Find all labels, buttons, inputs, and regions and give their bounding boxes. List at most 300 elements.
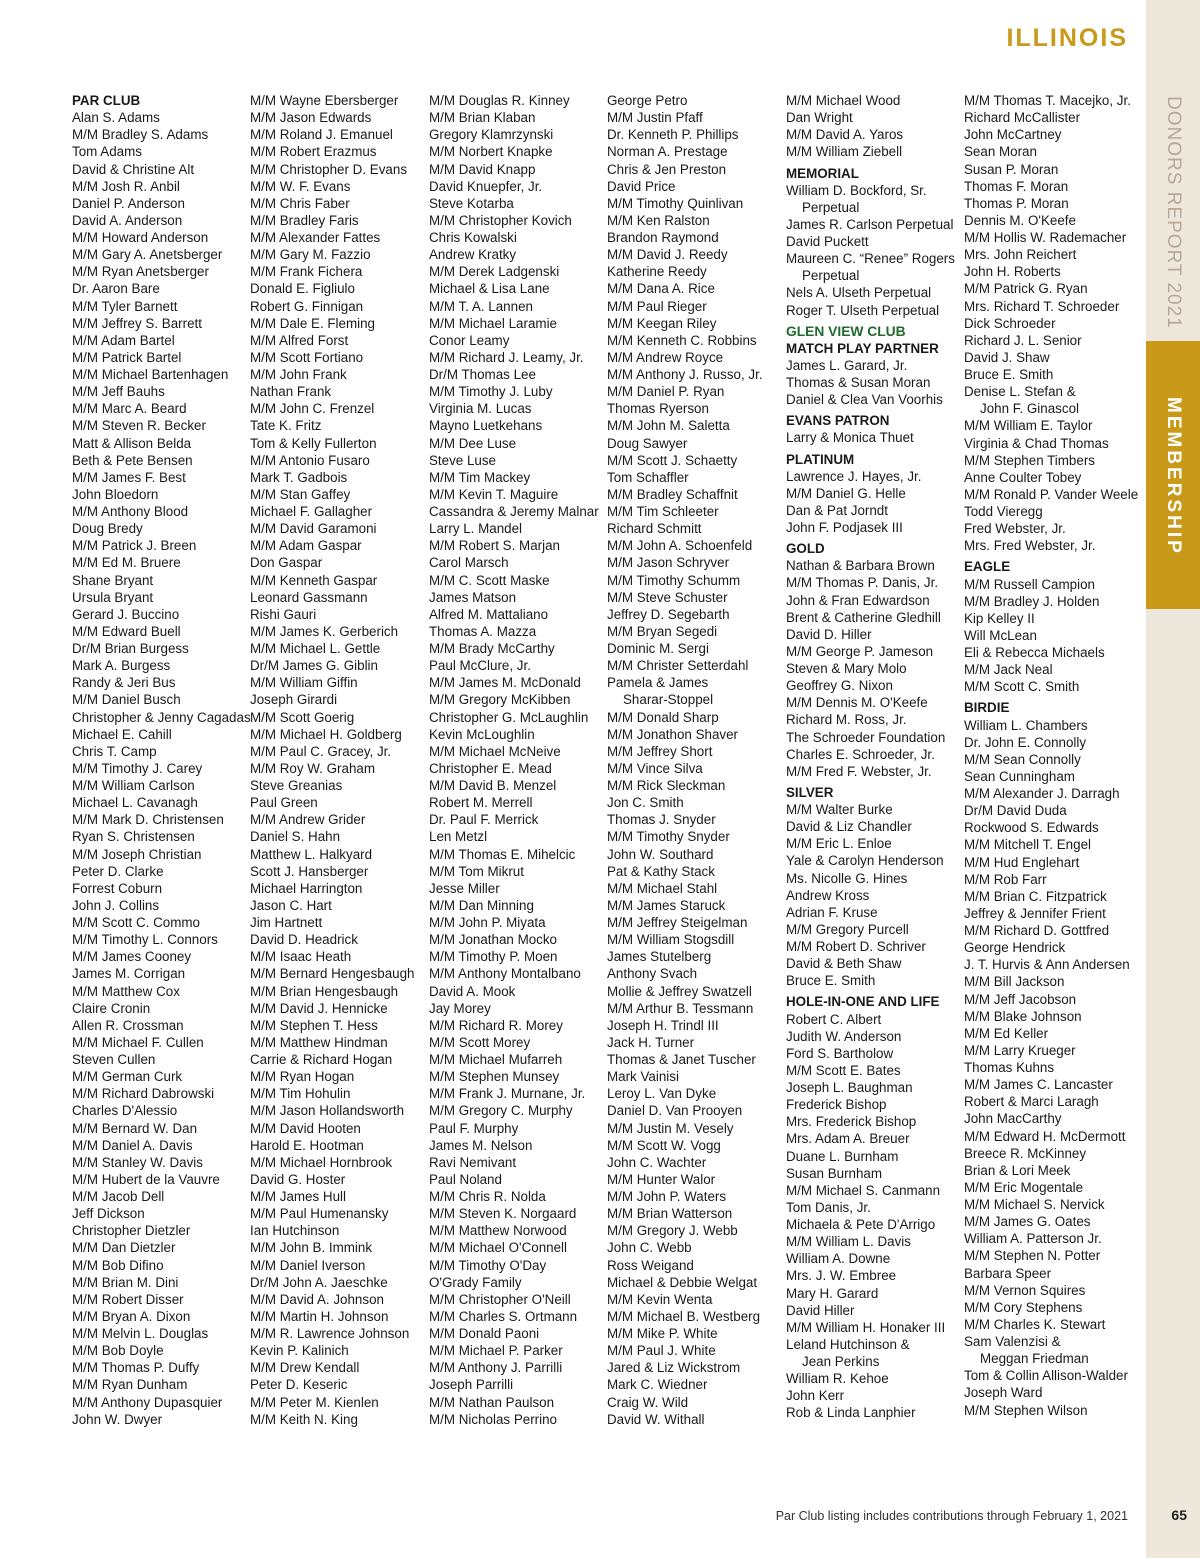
donor-name: M/M Jonathon Shaver [607, 726, 738, 742]
donor-name: Forrest Coburn [72, 880, 163, 896]
donor-name: Frederick Bishop [786, 1097, 887, 1113]
donor-name: M/M George P. Jameson [786, 643, 934, 659]
donor-name: Peter D. Clarke [72, 863, 164, 879]
donor-name: M/M Stephen Wilson [964, 1402, 1088, 1418]
donor-name: M/M Steven R. Becker [72, 418, 206, 434]
donor-name: M/M David A. Johnson [250, 1291, 384, 1307]
donor-name: M/M James K. Gerberich [250, 623, 399, 639]
donor-name: M/M Daniel A. Davis [72, 1137, 193, 1153]
donor-name: M/M Timothy Snyder [607, 829, 730, 845]
donor-name: M/M John Frank [250, 367, 347, 382]
donor-name: Charles E. Schroeder, Jr. [786, 746, 935, 762]
donor-name: Mrs. Adam A. Breuer [786, 1131, 910, 1147]
donor-name: Richard McCallister [964, 110, 1081, 126]
donor-name: Thomas J. Snyder [607, 812, 716, 828]
donor-name: Barbara Speer [964, 1265, 1052, 1281]
donor-name: Don Gaspar [250, 555, 323, 571]
donor-name: M/M Wayne Ebersberger [250, 93, 399, 108]
report-label [1146, 96, 1200, 340]
donor-name: M/M C. Scott Maske [429, 572, 550, 588]
donor-name: William A. Patterson Jr. [964, 1231, 1102, 1247]
donor-column-1 [72, 92, 251, 1428]
donor-name: M/M James Hull [250, 1189, 346, 1204]
donor-name: M/M Jack Neal [964, 662, 1053, 678]
donor-name: Richard M. Ross, Jr. [786, 712, 907, 728]
donor-name: M/M Jeffrey Short [607, 743, 713, 759]
donor-name: M/M Ryan Dunham [72, 1377, 188, 1393]
donor-name: Chris T. Camp [72, 743, 157, 759]
donor-name: Joseph Ward [964, 1385, 1043, 1401]
donor-name: David D. Headrick [250, 932, 358, 948]
donor-name: M/M Rob Farr [964, 871, 1047, 887]
donor-column-4 [607, 92, 779, 1428]
donor-level-heading: MATCH PLAY PARTNER [786, 340, 939, 356]
donor-name: Robert M. Merrell [429, 795, 533, 811]
donor-name: Conor Leamy [429, 332, 510, 348]
donor-name: Susan Burnham [786, 1165, 883, 1181]
donor-name: Sean Moran [964, 144, 1037, 160]
donor-name: M/M Andrew Grider [250, 812, 366, 828]
donor-name: M/M Dan Dietzler [72, 1240, 176, 1256]
donor-name-continued: Perpetual [802, 268, 860, 284]
donor-name: M/M Hunter Walor [607, 1171, 716, 1187]
donor-name: Peter D. Keseric [250, 1377, 348, 1393]
donor-name: Tate K. Fritz [250, 418, 322, 434]
donor-name: M/M Joseph Christian [72, 846, 202, 862]
donor-name: M/M Douglas R. Kinney [429, 93, 570, 108]
donor-name: M/M William Stogsdill [607, 932, 735, 948]
donor-name: Rishi Gauri [250, 606, 317, 622]
donor-name: Fred Webster, Jr. [964, 521, 1066, 537]
donor-name: Jon C. Smith [607, 795, 684, 811]
donor-name: Dr/M James G. Giblin [250, 658, 378, 674]
donor-name: M/M Bernard Hengesbaugh [250, 966, 415, 982]
donor-name: M/M John P. Miyata [429, 915, 546, 930]
donor-name: Claire Cronin [72, 1000, 151, 1016]
donor-name: M/M Scott Goerig [250, 709, 355, 725]
donor-name: Anne Coulter Tobey [964, 469, 1082, 485]
donor-name: Joseph L. Baughman [786, 1080, 913, 1095]
donor-name: M/M James F. Best [72, 469, 186, 485]
donor-name: M/M Timothy J. Carey [72, 760, 203, 776]
donor-name: M/M Gregory McKibben [429, 692, 571, 708]
donor-name: Richard J. L. Senior [964, 332, 1082, 348]
donor-name: Christopher G. McLaughlin [429, 709, 589, 725]
donor-name: James R. Carlson Perpetual [786, 216, 954, 232]
donor-name: Mark A. Burgess [72, 658, 171, 674]
club-heading: GLEN VIEW CLUB [786, 323, 906, 339]
donor-name: Gerard J. Buccino [72, 606, 180, 622]
donor-name: M/M Gregory Purcell [786, 921, 909, 937]
donor-name: Alan S. Adams [72, 110, 160, 126]
donor-name: Dominic M. Sergi [607, 641, 709, 656]
donor-name: M/M Thomas P. Danis, Jr. [786, 575, 939, 591]
donor-name: Jeff Dickson [72, 1206, 145, 1222]
donor-name: Ross Weigand [607, 1257, 694, 1273]
donor-name: M/M James C. Lancaster [964, 1077, 1113, 1093]
donor-name: James M. Nelson [429, 1137, 533, 1153]
donor-name: Bruce E. Smith [786, 973, 876, 989]
donor-name: M/M Timothy O'Day [429, 1257, 547, 1273]
donor-name: Will McLean [964, 627, 1037, 643]
donor-level-heading: BIRDIE [964, 700, 1010, 716]
donor-name: Steve Luse [429, 452, 496, 468]
donor-name: Christopher Dietzler [72, 1223, 191, 1239]
donor-name: M/M Kenneth C. Robbins [607, 332, 757, 348]
donor-name: M/M Steve Schuster [607, 589, 728, 605]
donor-name: William D. Bockford, Sr. [786, 182, 927, 198]
donor-name: Steven & Mary Molo [786, 661, 907, 676]
donor-name: M/M Keith N. King [250, 1411, 358, 1427]
donor-name: George Hendrick [964, 940, 1066, 956]
donor-name: Cassandra & Jeremy Malnar [429, 504, 599, 519]
donor-name: Paul F. Murphy [429, 1120, 519, 1136]
donor-name: Daniel S. Hahn [250, 829, 341, 845]
donor-level-heading: PLATINUM [786, 451, 855, 467]
donor-name: John H. Roberts [964, 264, 1061, 280]
donor-name: M/M Christer Setterdahl [607, 658, 749, 674]
donor-name: Kevin McLoughlin [429, 726, 535, 742]
donor-name: Jeffrey & Jennifer Frient [964, 905, 1106, 921]
donor-name: Rob & Linda Lanphier [786, 1405, 916, 1421]
donor-name: M/M Rick Sleckman [607, 778, 726, 793]
donor-name: M/M Brian Watterson [607, 1206, 733, 1222]
donor-name: M/M Dan Minning [429, 897, 534, 913]
donor-name: M/M Michael Laramie [429, 315, 557, 331]
donor-name: O'Grady Family [429, 1274, 522, 1290]
donor-name: M/M Michael Hornbrook [250, 1154, 393, 1170]
donor-name: Steven Cullen [72, 1052, 156, 1067]
donor-name: David W. Withall [607, 1411, 705, 1427]
donor-name: Michael & Debbie Welgat [607, 1274, 758, 1290]
donor-name: Robert G. Finnigan [250, 298, 364, 314]
donor-name: Matthew L. Halkyard [250, 846, 373, 862]
donor-name: M/M Donald Paoni [429, 1326, 540, 1341]
donor-name: Michael Harrington [250, 880, 363, 896]
donor-name: Nathan Frank [250, 384, 332, 400]
donor-name: M/M Jeffrey S. Barrett [72, 315, 202, 331]
donor-name: M/M Bradley Faris [250, 212, 359, 228]
donor-name: M/M Bob Difino [72, 1257, 164, 1273]
donor-name: Daniel & Clea Van Voorhis [786, 392, 943, 408]
donor-name: William R. Kehoe [786, 1371, 889, 1387]
donor-name: Ryan S. Christensen [72, 829, 195, 845]
donor-name: M/M Robert D. Schriver [786, 939, 926, 954]
donor-name: M/M James Cooney [72, 949, 192, 965]
donor-name: M/M Charles K. Stewart [964, 1316, 1106, 1332]
donor-name: David Price [607, 178, 676, 194]
donor-name: M/M Bradley S. Adams [72, 127, 209, 143]
donor-name: George Petro [607, 93, 688, 108]
donor-name: M/M Antonio Fusaro [250, 452, 370, 468]
donor-name: Thomas P. Moran [964, 195, 1069, 211]
donor-name: M/M Scott C. Smith [964, 679, 1080, 695]
donor-name: M/M Robert Erazmus [250, 144, 377, 160]
donor-name: M/M Paul Humenansky [250, 1206, 389, 1222]
donor-name: Brent & Catherine Gledhill [786, 609, 941, 625]
donor-name: M/M Stephen N. Potter [964, 1248, 1101, 1264]
donor-name: M/M Sean Connolly [964, 751, 1081, 767]
donor-name: Virginia & Chad Thomas [964, 435, 1109, 451]
donor-name: John Kerr [786, 1388, 845, 1404]
donor-name: Brian & Lori Meek [964, 1162, 1071, 1178]
donor-name: Doug Sawyer [607, 435, 688, 451]
donor-name: David D. Hiller [786, 626, 872, 642]
donor-name: Michael & Lisa Lane [429, 281, 550, 297]
donor-name: M/M Michael S. Nervick [964, 1197, 1105, 1212]
donor-name: Carol Marsch [429, 555, 509, 571]
donor-name: M/M Timothy Schumm [607, 572, 741, 588]
donor-name: Steve Greanias [250, 778, 343, 793]
donor-name: M/M Adam Bartel [72, 332, 175, 348]
donor-name: Tom Adams [72, 144, 142, 160]
donor-name: M/M Bob Doyle [72, 1343, 164, 1359]
donor-name: M/M Nathan Paulson [429, 1394, 555, 1410]
donor-name: M/M German Curk [72, 1069, 183, 1085]
donor-name: Pat & Kathy Stack [607, 863, 715, 879]
donor-name: M/M Melvin L. Douglas [72, 1326, 209, 1341]
donor-name: Doug Bredy [72, 521, 143, 537]
page-title: ILLINOIS [1006, 24, 1128, 52]
donor-name: Nathan & Barbara Brown [786, 558, 935, 574]
donor-name: Dan & Pat Jorndt [786, 502, 888, 518]
donor-name: M/M Isaac Heath [250, 949, 352, 965]
donor-name: Thomas A. Mazza [429, 623, 537, 639]
donor-name: Len Metzl [429, 829, 488, 845]
donor-name: M/M Alexander Fattes [250, 230, 381, 245]
donor-name: M/M Timothy L. Connors [72, 932, 218, 948]
donor-name: M/M Christopher D. Evans [250, 161, 408, 177]
donor-name: Chris & Jen Preston [607, 161, 727, 177]
donor-name: M/M Patrick G. Ryan [964, 281, 1088, 297]
donor-name: Virginia M. Lucas [429, 401, 532, 417]
donor-name: M/M Ronald P. Vander Weele [964, 486, 1139, 502]
donor-name: Judith W. Anderson [786, 1028, 902, 1044]
donor-name: M/M Dennis M. O'Keefe [786, 695, 928, 711]
donor-name: M/M Bryan A. Dixon [72, 1308, 191, 1324]
donor-name: Jeffrey D. Segebarth [607, 606, 730, 622]
donor-name: M/M Andrew Royce [607, 349, 724, 365]
donor-name: M/M Arthur B. Tessmann [607, 1000, 754, 1016]
donor-name-continued: John F. Ginascol [980, 401, 1079, 417]
donor-name: M/M William L. Davis [786, 1234, 911, 1250]
donor-name: M/M Blake Johnson [964, 1008, 1082, 1024]
donor-name: Dr/M John A. Jaeschke [250, 1274, 388, 1290]
donor-name: Dr/M Brian Burgess [72, 641, 189, 656]
donor-name: Mark T. Gadbois [250, 469, 348, 485]
donor-level-heading: GOLD [786, 541, 825, 557]
donor-name: M/M Michael Bartenhagen [72, 367, 229, 382]
donor-name: Carrie & Richard Hogan [250, 1052, 393, 1067]
report-label-text: DONORS REPORT 2021 [1163, 96, 1184, 329]
donor-name: M/M David J. Hennicke [250, 1000, 388, 1016]
donor-name: M/M R. Lawrence Johnson [250, 1326, 410, 1341]
donor-name: Andrew Kross [786, 887, 870, 903]
donor-name: M/M Justin Pfaff [607, 110, 703, 126]
donor-name: M/M Bradley Schaffnit [607, 486, 738, 502]
donor-name: M/M Frank Fichera [250, 264, 363, 280]
donor-name: M/M David B. Menzel [429, 778, 557, 793]
donor-name: James Stutelberg [607, 949, 712, 965]
donor-name: Leonard Gassmann [250, 589, 368, 605]
donor-name: Mrs. Frederick Bishop [786, 1114, 917, 1130]
donor-name: Michael L. Cavanagh [72, 795, 198, 811]
donor-name: M/M Eric Mogentale [964, 1179, 1084, 1195]
donor-name: M/M Hubert de la Vauvre [72, 1171, 220, 1187]
donor-name: M/M Gary A. Anetsberger [72, 247, 223, 263]
donor-name: Paul McClure, Jr. [429, 658, 531, 674]
donor-name: M/M Christopher Kovich [429, 212, 572, 228]
donor-name: M/M Jeffrey Steigelman [607, 915, 748, 930]
donor-name: M/M Anthony Montalbano [429, 966, 581, 982]
donor-name: Kevin P. Kalinich [250, 1343, 349, 1359]
donor-name: M/M Michael Mufarreh [429, 1052, 563, 1067]
donor-name: Jack H. Turner [607, 1034, 695, 1050]
donor-name: John & Fran Edwardson [786, 592, 930, 608]
donor-name: Rockwood S. Edwards [964, 820, 1099, 836]
donor-name: M/M Tim Schleeter [607, 504, 719, 519]
donor-name: M/M Dee Luse [429, 435, 517, 451]
donor-name: M/M Scott E. Bates [786, 1062, 901, 1078]
donor-name: M/M Josh R. Anbil [72, 178, 180, 194]
donor-name: M/M Mark D. Christensen [72, 812, 224, 828]
donor-name: M/M Bernard W. Dan [72, 1120, 198, 1136]
donor-name: David G. Hoster [250, 1171, 346, 1187]
donor-name: Lawrence J. Hayes, Jr. [786, 468, 922, 484]
donor-name: M/M Michael Wood [786, 93, 901, 108]
donor-name: John F. Podjasek III [786, 520, 903, 535]
donor-name: M/M Robert S. Marjan [429, 538, 560, 554]
donor-name: Breece R. McKinney [964, 1145, 1087, 1161]
donor-name: M/M Richard Dabrowski [72, 1086, 215, 1102]
donor-name: Ian Hutchinson [250, 1223, 340, 1239]
donor-name: M/M Paul J. White [607, 1343, 716, 1359]
donor-name: Michaela & Pete D'Arrigo [786, 1217, 936, 1232]
donor-name: M/M David A. Yaros [786, 127, 904, 143]
donor-name: M/M Tim Mackey [429, 469, 531, 485]
donor-name: Dr. Aaron Bare [72, 281, 160, 297]
donor-name: M/M Jason Schryver [607, 555, 730, 571]
donor-name: M/M James M. McDonald [429, 675, 581, 691]
donor-name: M/M Tim Hohulin [250, 1086, 351, 1102]
donor-name: Thomas F. Moran [964, 178, 1069, 194]
donor-name: Brandon Raymond [607, 230, 719, 245]
donor-name: Harold E. Hootman [250, 1137, 364, 1153]
donor-name: M/M David J. Reedy [607, 247, 728, 263]
donor-name: M/M Daniel P. Ryan [607, 384, 725, 400]
donor-name: Mrs. John Reichert [964, 247, 1077, 263]
donor-name: Pamela & James [607, 675, 709, 691]
donor-name: Dr. Kenneth P. Phillips [607, 127, 739, 143]
donor-name: M/M Michael Stahl [607, 880, 718, 896]
donor-name: Mark Vainisi [607, 1069, 679, 1085]
donor-name: M/M Alfred Forst [250, 332, 349, 348]
donor-name: M/M Timothy P. Moen [429, 949, 558, 965]
donor-name: M/M Edward H. McDermott [964, 1128, 1126, 1144]
donor-name: M/M Vince Silva [607, 760, 703, 776]
donor-name: M/M Keegan Riley [607, 315, 717, 331]
donor-name: M/M Justin M. Vesely [607, 1120, 734, 1136]
donor-name: M/M Drew Kendall [250, 1360, 360, 1376]
donor-name: Mark C. Wiedner [607, 1377, 708, 1393]
donor-name: Anthony Svach [607, 966, 698, 982]
donor-name: M/M Mitchell T. Engel [964, 837, 1092, 853]
donor-name: M/M Patrick J. Breen [72, 538, 197, 554]
donor-level-heading: MEMORIAL [786, 165, 859, 181]
donor-name: John J. Collins [72, 897, 160, 913]
donor-name: Larry L. Mandel [429, 521, 523, 537]
donor-name: Ms. Nicolle G. Hines [786, 870, 908, 886]
donor-name: M/M Charles S. Ortmann [429, 1308, 578, 1324]
donor-name: Charles D'Alessio [72, 1103, 178, 1119]
donor-name: David Hiller [786, 1302, 855, 1318]
donor-name: M/M Kevin Wenta [607, 1291, 713, 1307]
donor-name: M/M Matthew Cox [72, 983, 180, 999]
donor-name: M/M William Giffin [250, 675, 358, 691]
donor-name: M/M Peter M. Kienlen [250, 1394, 379, 1410]
donor-name: M/M Michael O'Connell [429, 1240, 567, 1256]
donor-name: Matt & Allison Belda [72, 435, 192, 451]
donor-name: M/M William Ziebell [786, 144, 903, 160]
donor-name: M/M Nicholas Perrino [429, 1411, 557, 1427]
page-number: 65 [1171, 1507, 1187, 1523]
donor-name: Dr. John E. Connolly [964, 734, 1087, 750]
donor-name: M/M Chris Faber [250, 195, 350, 211]
donor-name: Susan P. Moran [964, 161, 1059, 177]
donor-name: M/M Jeff Bauhs [72, 384, 165, 400]
donor-name-continued: Jean Perkins [802, 1354, 880, 1369]
donor-name: M/M Brian C. Fitzpatrick [964, 888, 1107, 904]
donor-name: M/M Jason Hollandsworth [250, 1103, 405, 1119]
donor-name: M/M Scott J. Schaetty [607, 452, 738, 468]
donor-name: M/M Ed Keller [964, 1025, 1049, 1041]
donor-column-2 [250, 92, 422, 1428]
donor-name: Daniel P. Anderson [72, 195, 185, 211]
donor-name: M/M Stan Gaffey [250, 486, 351, 502]
donor-name: M/M Anthony J. Parrilli [429, 1360, 563, 1376]
donor-name: Tom & Collin Allison-Walder [964, 1368, 1128, 1384]
donor-name: M/M David Garamoni [250, 521, 377, 537]
donor-name: David Puckett [786, 234, 869, 249]
donor-name: Joseph H. Trindl III [607, 1017, 719, 1033]
donor-level-heading: EAGLE [964, 559, 1011, 575]
donor-name: M/M Ed M. Bruere [72, 555, 181, 571]
donor-name: M/M Richard R. Morey [429, 1017, 563, 1033]
donor-name-continued: Meggan Friedman [980, 1351, 1089, 1367]
donor-name: Daniel D. Van Prooyen [607, 1103, 743, 1119]
donor-name: M/M John A. Schoenfeld [607, 538, 753, 554]
donor-name: Adrian F. Kruse [786, 904, 878, 920]
donor-name: David & Liz Chandler [786, 819, 912, 835]
donor-name: Chris Kowalski [429, 230, 517, 245]
donor-name: M/M Timothy J. Luby [429, 384, 553, 400]
donor-name: M/M David Knapp [429, 161, 536, 177]
donor-name: Joseph Girardi [250, 692, 338, 708]
donor-name: M/M Eric L. Enloe [786, 836, 892, 852]
donor-name: M/M Donald Sharp [607, 709, 719, 725]
donor-name: M/M Jonathan Mocko [429, 932, 558, 948]
donor-name: William L. Chambers [964, 717, 1088, 733]
donor-name: Donald E. Figliulo [250, 281, 355, 297]
donor-name: Ford S. Bartholow [786, 1045, 894, 1061]
donor-name: Roger T. Ulseth Perpetual [786, 302, 940, 318]
donor-name: M/M Frank J. Murnane, Jr. [429, 1086, 586, 1102]
donor-name: Tom & Kelly Fullerton [250, 435, 377, 451]
donor-name: M/M Scott Morey [429, 1034, 531, 1050]
donor-name: William A. Downe [786, 1251, 891, 1267]
donor-name: M/M Michael H. Goldberg [250, 726, 402, 742]
donor-name: M/M William Carlson [72, 778, 195, 793]
